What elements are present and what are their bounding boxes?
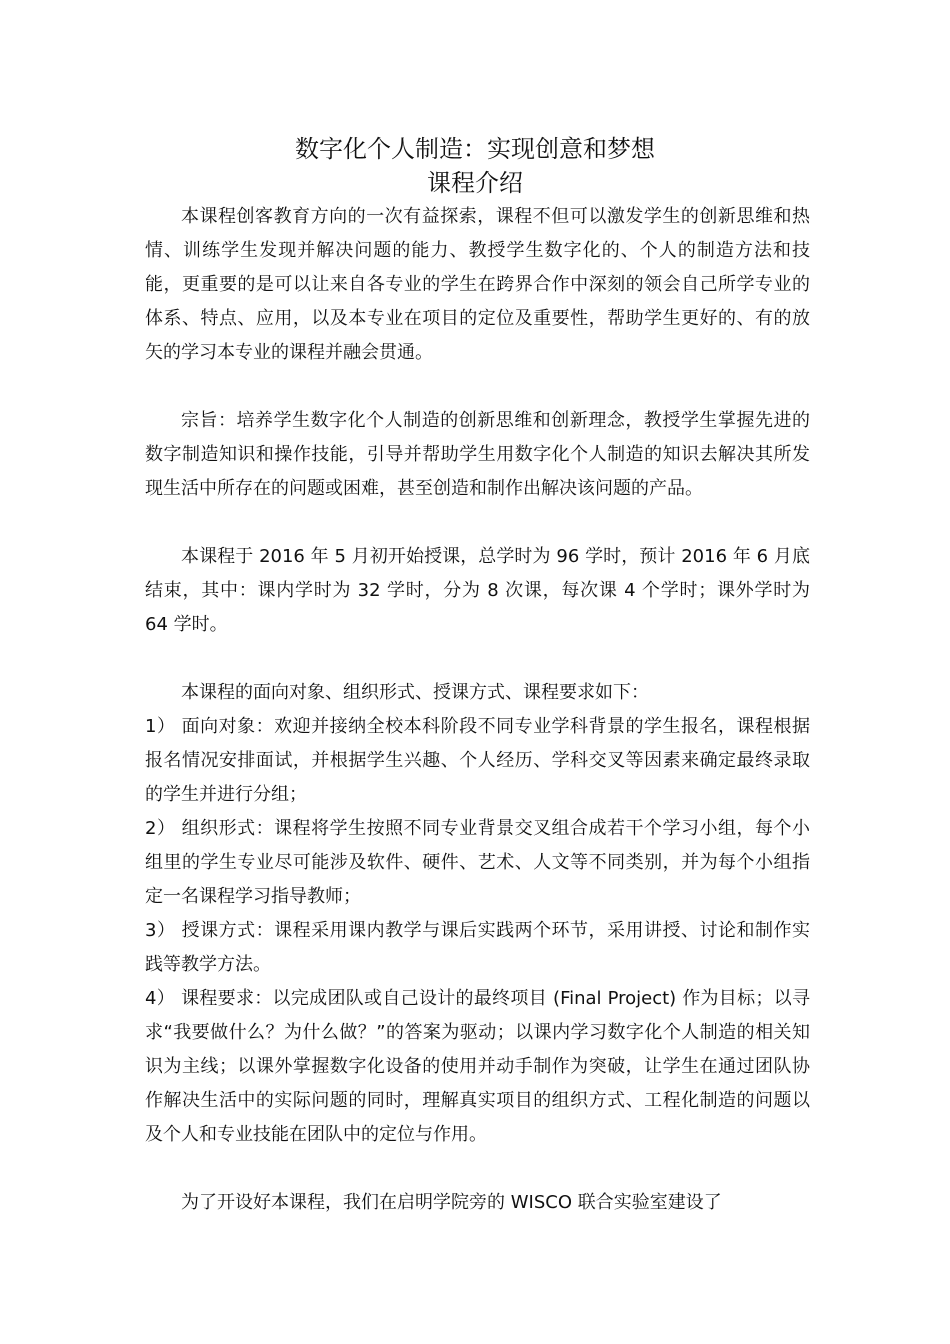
list-item-teaching-method: 3） 授课方式：课程采用课内教学与课后实践两个环节，采用讲授、讨论和制作实践等教学方法。: [145, 920, 810, 975]
paragraph-gap: [145, 506, 810, 540]
document-title: 数字化个人制造：实现创意和梦想: [295, 135, 655, 163]
list-item-requirements: 4） 课程要求：以完成团队或自己设计的最终项目 (Final Project) 作为目标；以寻求“我要做什么？为什么做？”的答案为驱动；以课内学习数字化个人制造的相关知识为主线；以课外掌握数字化设备的使用并动手制作为突破，让学生在通过团队协作解决生活中的实际问题的同时，理解真实项目的组织方式、工程化制造的问题以及个人和专业技能在团队中的定位与作用。: [145, 988, 810, 1145]
paragraph-intro: 本课程创客教育方向的一次有益探索，课程不但可以激发学生的创新思维和热情、训练学生发现并解决问题的能力、教授学生数字化的、个人的制造方法和技能，更重要的是可以让来自各专业的学生在跨界合作中深刻的领会自己所学专业的体系、特点、应用，以及本专业在项目的定位及重要性，帮助学生更好的、有的放矢的学习本专业的课程并融会贯通。: [145, 206, 810, 363]
document-subtitle: 课程介绍: [427, 169, 523, 197]
paragraph-gap: [145, 642, 810, 676]
paragraph-lab: 为了开设好本课程，我们在启明学院旁的 WISCO 联合实验室建设了: [181, 1192, 722, 1213]
paragraph-schedule: 本课程于 2016 年 5 月初开始授课，总学时为 96 学时，预计 2016 年 6 月底结束，其中：课内学时为 32 学时，分为 8 次课，每次课 4 个学时；课外学时为 64 学时。: [145, 546, 810, 635]
document-body: [145, 200, 810, 1220]
list-item-organization: 2） 组织形式：课程将学生按照不同专业背景交叉组合成若干个学习小组，每个小组里的学生专业尽可能涉及软件、硬件、艺术、人文等不同类别，并为每个小组指定一名课程学习指导教师；: [145, 818, 810, 907]
paragraph-gap: [145, 370, 810, 404]
paragraph-overview: 本课程的面向对象、组织形式、授课方式、课程要求如下：: [181, 682, 649, 703]
paragraph-purpose: 宗旨：培养学生数字化个人制造的创新思维和创新理念，教授学生掌握先进的数字制造知识和操作技能，引导并帮助学生用数字化个人制造的知识去解决其所发现生活中所存在的问题或困难，甚至创造和制作出解决该问题的产品。: [145, 410, 810, 499]
paragraph-gap: [145, 1152, 810, 1186]
title-block: [0, 132, 950, 200]
list-item-audience: 1） 面向对象：欢迎并接纳全校本科阶段不同专业学科背景的学生报名，课程根据报名情况安排面试，并根据学生兴趣、个人经历、学科交叉等因素来确定最终录取的学生并进行分组；: [145, 716, 810, 805]
